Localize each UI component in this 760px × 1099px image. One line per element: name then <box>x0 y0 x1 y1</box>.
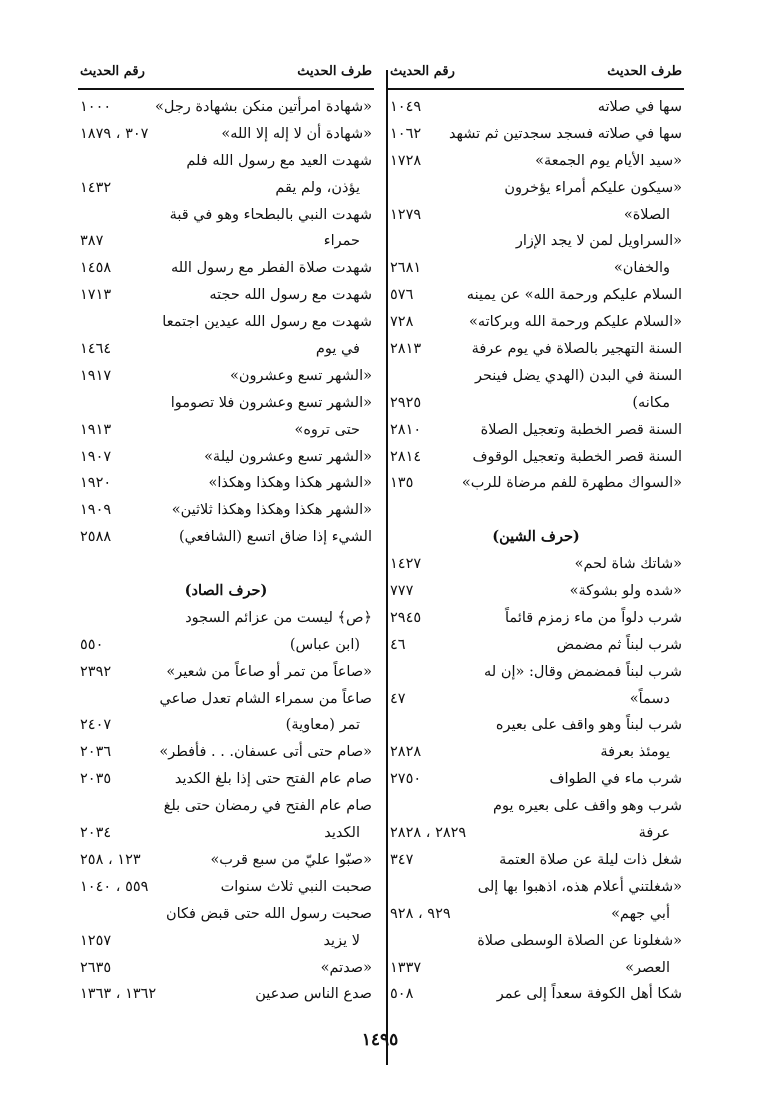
index-entry <box>388 175 684 202</box>
index-entry <box>78 336 374 363</box>
left-column <box>78 58 374 1008</box>
entry-text: «شغلونا عن الصلاة الوسطى صلاة <box>477 932 682 949</box>
entry-number: ٢٤٠٧ <box>80 717 112 734</box>
index-entry <box>388 712 684 739</box>
entry-number: ٢٠٣٦ <box>80 744 112 761</box>
index-entry <box>388 766 684 793</box>
page-number: ١٤٩٥ <box>361 1030 399 1050</box>
entry-text: شهدت النبي بالبطحاء وهو في قبة <box>169 206 372 223</box>
entry-text: «السلام عليكم ورحمة الله وبركاته» <box>469 314 682 331</box>
index-entry <box>78 524 374 551</box>
index-entry <box>388 928 684 955</box>
entry-number: ١٤٢٧ <box>390 556 422 573</box>
section-heading <box>388 524 684 551</box>
index-entry <box>78 847 374 874</box>
index-entry <box>78 228 374 255</box>
entry-text: «شهادة امرأتين منكن بشهادة رجل» <box>154 99 372 115</box>
entry-number: ١٤٣٢ <box>80 179 112 196</box>
index-entry <box>78 712 374 739</box>
index-entry <box>388 282 684 309</box>
entry-number: ٢٠٣٥ <box>80 771 112 788</box>
right-entries <box>388 94 684 1008</box>
index-entry <box>78 121 374 148</box>
entry-text: شهدت صلاة الفطر مع رسول الله <box>170 260 372 277</box>
entry-text: «صاعاً من تمر أو صاعاً من شعير» <box>166 663 372 680</box>
index-entry <box>388 578 684 605</box>
entry-number: ١٤٥٨ <box>80 260 112 277</box>
entry-text: صاعاً من سمراء الشام تعدل صاعي <box>159 690 372 707</box>
index-entry <box>388 390 684 417</box>
entry-text: السنة التهجير بالصلاة في يوم عرفة <box>471 341 682 358</box>
index-entry <box>78 309 374 336</box>
entry-text: يومئذ بعرفة <box>600 744 670 761</box>
left-header-title: طرف الحديث <box>297 64 372 79</box>
entry-text: تمر (معاوية) <box>285 717 360 734</box>
index-entry <box>388 94 684 121</box>
entry-text: صحبت النبي ثلاث سنوات <box>220 878 372 895</box>
index-entry <box>388 981 684 1008</box>
index-entry <box>78 793 374 820</box>
index-entry <box>388 793 684 820</box>
index-entry <box>388 686 684 713</box>
index-entry <box>78 901 374 928</box>
section-heading <box>78 578 374 605</box>
entry-text: العصر» <box>625 959 670 976</box>
index-entry <box>388 470 684 497</box>
entry-text: صام عام الفتح حتى إذا بلغ الكديد <box>174 771 372 788</box>
entry-text: «صدتم» <box>320 959 372 976</box>
entry-number: ٧٧٧ <box>390 583 414 600</box>
entry-number: ٤٧ <box>390 690 406 707</box>
index-entry <box>388 228 684 255</box>
index-entry <box>388 901 684 928</box>
entry-number: ٣٠٧ ، ١٨٧٩ <box>80 125 149 142</box>
entry-number: ٢٩٢٥ <box>390 394 422 411</box>
index-entry <box>78 605 374 632</box>
entry-number: ٢٦٨١ <box>390 260 422 277</box>
entry-number: ١٣٣٧ <box>390 959 422 976</box>
entry-number: ٥٧٦ <box>390 287 414 304</box>
entry-number: ٢٩٤٥ <box>390 609 422 626</box>
entry-text: الكديد <box>324 825 360 842</box>
entry-number: ٢٨٢٨ <box>390 744 422 761</box>
entry-number: ١٩١٣ <box>80 421 112 438</box>
index-entry <box>78 175 374 202</box>
index-entry <box>388 820 684 847</box>
index-entry <box>388 659 684 686</box>
entry-text: مكانه) <box>632 394 670 411</box>
entry-number: ١٧٢٨ <box>390 152 422 169</box>
entry-text: صحبت رسول الله حتى قبض فكان <box>165 905 372 922</box>
index-entry <box>388 336 684 363</box>
entry-text: شرب ماء في الطواف <box>549 771 682 788</box>
entry-number: ٢٨٢٩ ، ٢٨٢٨ <box>390 825 467 842</box>
index-entry <box>78 820 374 847</box>
entry-text: «السراويل لمن لا يجد الإزار <box>515 233 682 250</box>
entry-number: ٩٢٩ ، ٩٢٨ <box>390 905 451 922</box>
entry-text: شغل ذات ليلة عن صلاة العتمة <box>499 851 682 868</box>
entry-text: «الشهر هكذا وهكذا وهكذا ثلاثين» <box>171 502 372 519</box>
index-entry <box>78 255 374 282</box>
index-entry <box>78 363 374 390</box>
entry-text: صدع الناس صدعين <box>255 986 372 1003</box>
entry-text: الشيء إذا ضاق اتسع (الشافعي) <box>178 529 372 546</box>
left-column-header <box>78 58 374 90</box>
entry-number: ١٢٥٧ <box>80 932 112 949</box>
entry-number: ١٩١٧ <box>80 367 112 384</box>
index-entry <box>388 148 684 175</box>
entry-text: السنة قصر الخطبة وتعجيل الصلاة <box>480 421 682 438</box>
entry-text: شرب وهو واقف على بعيره يوم <box>492 798 682 815</box>
entry-text: «الشهر تسع وعشرون» <box>230 367 372 384</box>
index-entry <box>78 390 374 417</box>
index-entry <box>78 981 374 1008</box>
index-page <box>78 58 684 1018</box>
entry-text: شرب لبناً وهو واقف على بعيره <box>495 717 682 734</box>
index-entry <box>78 739 374 766</box>
index-entry <box>388 202 684 229</box>
index-entry <box>78 686 374 713</box>
right-column <box>388 58 684 1008</box>
entry-number: ٢٨١٣ <box>390 341 422 358</box>
index-entry <box>388 551 684 578</box>
index-entry <box>78 632 374 659</box>
index-entry <box>78 282 374 309</box>
entry-text: (حرف الشين) <box>492 528 580 546</box>
index-entry <box>78 94 374 121</box>
right-column-header <box>388 58 684 90</box>
entry-number: ١٠٦٢ <box>390 125 422 142</box>
entry-text: السلام عليكم ورحمة الله» عن يمينه <box>466 287 682 304</box>
entry-text: شرب لبناً فمضمض وقال: «إن له <box>484 663 682 680</box>
entry-number: ٥٥٠ <box>80 636 104 653</box>
entry-text: شكا أهل الكوفة سعداً إلى عمر <box>496 986 682 1003</box>
entry-text: «السواك مطهرة للفم مرضاة للرب» <box>461 475 682 492</box>
entry-number: ٣٨٧ <box>80 233 104 250</box>
entry-text: حتى تروه» <box>294 421 360 438</box>
entry-text: السنة قصر الخطبة وتعجيل الوقوف <box>472 448 682 465</box>
entry-text: «شده ولو بشوكة» <box>569 583 682 600</box>
entry-text: «الشهر تسع وعشرون ليلة» <box>204 448 372 465</box>
entry-number: ٥٥٩ ، ١٠٤٠ <box>80 878 149 895</box>
entry-number: ١٩٠٧ <box>80 448 112 465</box>
entry-number: ٢٥٨٨ <box>80 529 112 546</box>
index-entry <box>78 444 374 471</box>
entry-text: «شاتك شاة لحم» <box>574 556 682 573</box>
entry-number: ١٠٠٠ <box>80 99 112 115</box>
index-entry <box>78 955 374 982</box>
index-entry <box>388 497 684 524</box>
entry-text: ﴿ص﴾ ليست من عزائم السجود <box>185 609 372 626</box>
entry-text: «سيد الأيام يوم الجمعة» <box>535 152 682 169</box>
entry-text: في يوم <box>315 341 360 358</box>
index-entry <box>78 874 374 901</box>
entry-number: ١٣٦٢ ، ١٣٦٣ <box>80 986 157 1003</box>
index-entry <box>78 659 374 686</box>
entry-text: «صبّوا عليّ من سبع قرب» <box>210 851 372 868</box>
entry-number: ٣٤٧ <box>390 851 414 868</box>
entry-text: شرب لبناً ثم مضمض <box>556 636 682 653</box>
index-entry <box>388 955 684 982</box>
entry-text: حمراء <box>323 233 360 250</box>
left-entries <box>78 94 374 1008</box>
entry-number: ٥٠٨ <box>390 986 414 1003</box>
entry-text: دسماً» <box>629 690 670 707</box>
entry-number: ١٤٦٤ <box>80 341 112 358</box>
entry-text: «صام حتى أتى عسفان. . . فأفطر» <box>159 744 372 761</box>
index-entry <box>388 874 684 901</box>
entry-number: ١٩٢٠ <box>80 475 112 492</box>
entry-text: شهدت مع رسول الله عيدين اجتمعا <box>162 314 372 331</box>
right-header-num: رقم الحديث <box>390 64 455 79</box>
entry-number: ٢٠٣٤ <box>80 825 112 842</box>
index-entry <box>78 417 374 444</box>
entry-text: الصلاة» <box>623 206 670 223</box>
entry-text: أبي جهم» <box>611 905 670 922</box>
entry-number: ٤٦ <box>390 636 406 653</box>
entry-text: سها في صلاته <box>597 99 682 115</box>
entry-text: (ابن عباس) <box>289 636 360 653</box>
index-entry <box>78 928 374 955</box>
entry-text: صام عام الفتح في رمضان حتى بلغ <box>163 798 372 815</box>
index-entry <box>78 766 374 793</box>
entry-text: والخفان» <box>613 260 670 277</box>
index-entry <box>388 255 684 282</box>
entry-text: شهدت العيد مع رسول الله فلم <box>186 152 372 169</box>
right-header-title: طرف الحديث <box>607 64 682 79</box>
index-entry <box>388 121 684 148</box>
entry-text: «سيكون عليكم أمراء يؤخرون <box>504 179 682 196</box>
index-entry <box>388 309 684 336</box>
entry-number: ٢٧٥٠ <box>390 771 422 788</box>
index-entry <box>388 847 684 874</box>
index-entry <box>388 444 684 471</box>
index-entry <box>78 148 374 175</box>
entry-text: «شهادة أن لا إله إلا الله» <box>221 125 372 142</box>
entry-text: «الشهر هكذا وهكذا وهكذا» <box>208 475 372 492</box>
entry-text: عرفة <box>638 825 670 842</box>
index-entry <box>78 551 374 578</box>
entry-number: ١٩٠٩ <box>80 502 112 519</box>
entry-text: «الشهر تسع وعشرون فلا تصوموا <box>170 394 372 411</box>
entry-text: «شغلتني أعلام هذه، اذهبوا بها إلى <box>477 878 682 895</box>
entry-number: ١٠٤٩ <box>390 99 422 115</box>
index-entry <box>78 497 374 524</box>
index-entry <box>78 470 374 497</box>
entry-text: شهدت مع رسول الله حجته <box>209 287 372 304</box>
index-entry <box>388 632 684 659</box>
entry-number: ١٣٥ <box>390 475 414 492</box>
index-entry <box>78 202 374 229</box>
entry-text: شرب دلواً من ماء زمزم قائماً <box>505 609 682 626</box>
entry-number: ٢٨١٠ <box>390 421 422 438</box>
entry-number: ١٢٧٩ <box>390 206 422 223</box>
index-entry <box>388 363 684 390</box>
entry-number: ٢٦٣٥ <box>80 959 112 976</box>
entry-text: سها في صلاته فسجد سجدتين ثم تشهد <box>448 125 682 142</box>
entry-number: ١٧١٣ <box>80 287 112 304</box>
entry-number: ٧٢٨ <box>390 314 414 331</box>
entry-text: يؤذن، ولم يقم <box>275 179 360 196</box>
index-entry <box>388 605 684 632</box>
index-entry <box>388 739 684 766</box>
entry-text: (حرف الصاد) <box>184 582 268 600</box>
entry-number: ٢٣٩٢ <box>80 663 112 680</box>
left-header-num: رقم الحديث <box>80 64 145 79</box>
index-entry <box>388 417 684 444</box>
entry-number: ٢٨١٤ <box>390 448 422 465</box>
entry-text: السنة في البدن (الهدي يضل فينحر <box>474 367 682 384</box>
entry-number: ١٢٣ ، ٢٥٨ <box>80 851 141 868</box>
entry-text: لا يزيد <box>323 932 360 949</box>
